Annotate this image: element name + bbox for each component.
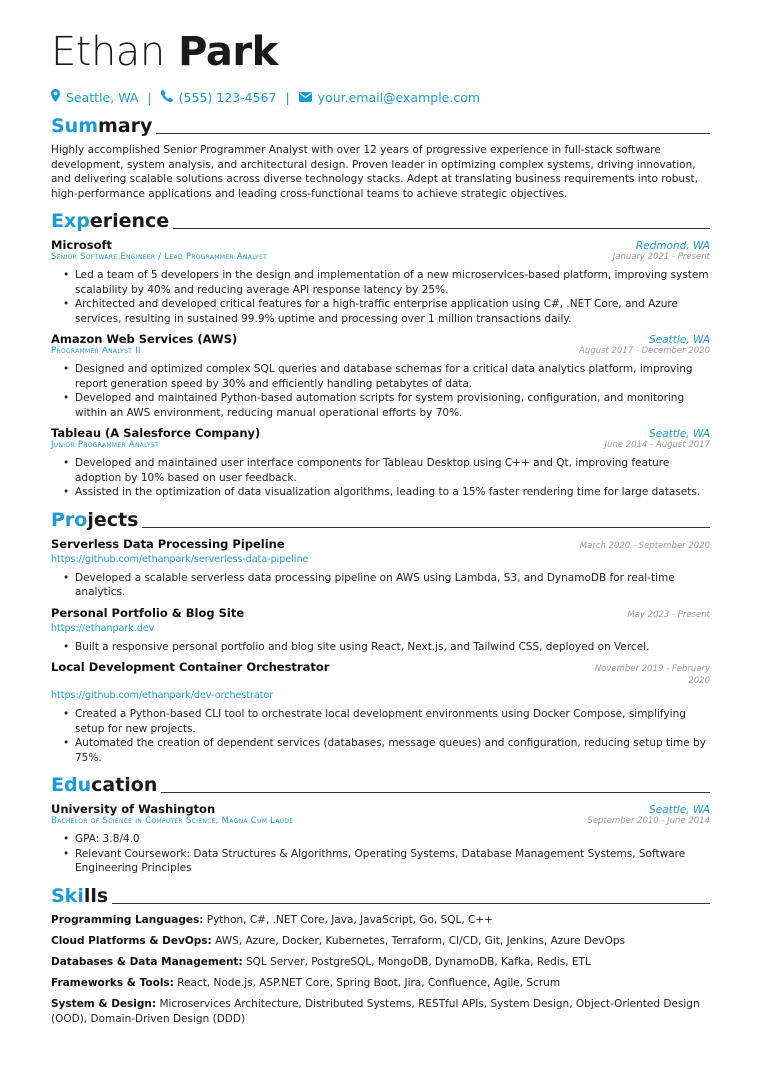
- list-item: • Created a Python-based CLI tool to orchestrate local development environments using Docker Compose, simplifying setup for new projects.: [63, 708, 686, 735]
- project-link[interactable]: https://github.com/ethanpark/dev-orchestrator: [51, 690, 274, 701]
- list-item: • GPA: 3.8/4.0: [63, 833, 140, 845]
- section-rule: [173, 228, 710, 229]
- bullet-list: [51, 362, 710, 420]
- section-title: Projects: [51, 508, 139, 531]
- entry-dates: May 2023 - Present: [627, 609, 710, 620]
- list-item: • Developed a scalable serverless data processing pipeline on AWS using Lambda, S3, and DynamoDB for real-time analytics.: [63, 571, 675, 598]
- section-rule: [142, 527, 710, 528]
- entry-dates: January 2021 - Present: [612, 252, 710, 262]
- experience-entry: [51, 238, 710, 326]
- skill-row: [51, 955, 710, 970]
- skill-value: AWS, Azure, Docker, Kubernetes, Terraform, CI/CD, Git, Jenkins, Azure DevOps: [215, 935, 625, 947]
- entry-location: Redmond, WA: [635, 240, 710, 252]
- project-title: Serverless Data Processing Pipeline: [51, 536, 285, 551]
- section-rule: [161, 792, 710, 793]
- entry-dates: September 2010 - June 2014: [587, 816, 710, 826]
- bullet-list: [51, 571, 710, 600]
- entry-location: Seattle, WA: [649, 428, 710, 440]
- last-name: Park: [178, 29, 278, 75]
- bullet-list: [51, 707, 710, 765]
- skill-value: Python, C#, .NET Core, Java, JavaScript, Go, SQL, C++: [206, 914, 493, 926]
- skill-label: Databases & Data Management:: [51, 956, 243, 968]
- contact-separator: |: [147, 89, 152, 105]
- education-heading: [51, 772, 710, 796]
- section-rule: [156, 133, 710, 134]
- experience-entry: [51, 332, 710, 420]
- education-entry: [51, 802, 710, 876]
- bullet-list: [51, 456, 710, 500]
- project-entry: [51, 606, 710, 655]
- location-text: Seattle, WA: [66, 89, 139, 105]
- entry-dates: June 2014 - August 2017: [604, 440, 710, 450]
- candidate-name: [51, 30, 710, 74]
- project-title: Personal Portfolio & Blog Site: [51, 605, 245, 620]
- list-item: • Developed and maintained user interface components for Tableau Desktop using C++ and Qt, improving feature adoption by 10% based on user feedback.: [63, 457, 670, 484]
- list-item: • Relevant Coursework: Data Structures & Algorithms, Operating Systems, Database Management Systems, Software Engineering Principles: [63, 847, 686, 874]
- email-text: your.email@example.com: [317, 89, 481, 105]
- phone-icon: [161, 90, 173, 105]
- job-role: Senior Software Engineer / Lead Programmer Analyst: [51, 252, 268, 262]
- bullet-list: [51, 832, 710, 876]
- project-entry: [51, 537, 710, 600]
- skill-row: [51, 913, 710, 928]
- section-title: Experience: [51, 210, 170, 232]
- job-role: Junior Programmer Analyst: [51, 440, 160, 450]
- entry-dates: November 2019 - February 2020: [594, 664, 710, 686]
- experience-heading: [51, 208, 710, 232]
- job-role: Programmer Analyst II: [51, 346, 141, 356]
- school-name: University of Washington: [51, 802, 216, 816]
- bullet-list: [51, 640, 710, 655]
- skill-row: [51, 934, 710, 949]
- company-name: Tableau (A Salesforce Company): [51, 426, 261, 440]
- skill-label: Frameworks & Tools:: [51, 977, 174, 989]
- experience-entry: [51, 426, 710, 500]
- skills-heading: [51, 883, 710, 907]
- section-rule: [112, 903, 710, 904]
- contact-bar: [51, 88, 710, 106]
- project-title: Local Development Container Orchestrator: [51, 660, 330, 674]
- summary-text: Highly accomplished Senior Programmer Analyst with over 12 years of progressive experience in full-stack software development, system analysis, and architectural design. Proven leader in optimizing complex systems, driving innovation, and delivering scalable solutions across diverse technology stacks. Adept at translating business requirements into robust, high-performance applications and leading cross-functional teams to achieve strategic objectives.: [51, 144, 698, 200]
- project-entry: [51, 660, 710, 765]
- section-title: Skills: [51, 884, 109, 907]
- contact-email[interactable]: [299, 90, 480, 105]
- entry-location: Seattle, WA: [649, 334, 710, 346]
- list-item: • Assisted in the optimization of data visualization algorithms, leading to a 15% faster rendering time for large datasets.: [63, 486, 701, 498]
- company-name: Amazon Web Services (AWS): [51, 332, 238, 346]
- entry-dates: August 2017 - December 2020: [579, 346, 710, 356]
- project-link[interactable]: https://ethanpark.dev: [51, 622, 155, 634]
- entry-dates: March 2020 - September 2020: [579, 540, 710, 551]
- contact-separator: |: [285, 89, 290, 105]
- skill-label: Cloud Platforms & DevOps:: [51, 935, 212, 947]
- section-title: Education: [51, 774, 158, 796]
- projects-heading: [51, 507, 710, 531]
- first-name: Ethan: [51, 29, 165, 75]
- envelope-icon: [299, 90, 312, 105]
- list-item: • Built a responsive personal portfolio and blog site using React, Next.js, and Tailwind CSS, deployed on Vercel.: [63, 640, 650, 653]
- project-link[interactable]: https://github.com/ethanpark/serverless-data-pipeline: [51, 553, 309, 565]
- list-item: • Developed and maintained Python-based automation scripts for system provisioning, configuration, and monitoring within an AWS environment, reducing manual operational efforts by 70%.: [63, 392, 685, 419]
- skill-label: Programming Languages:: [51, 914, 204, 926]
- phone-text: (555) 123-4567: [178, 89, 277, 105]
- skill-value: Microservices Architecture, Distributed Systems, RESTful APIs, System Design, Object-Oriented Design (OOD), Domain-Driven Design (DDD): [51, 998, 700, 1025]
- map-marker-icon: [51, 89, 60, 105]
- list-item: • Automated the creation of dependent services (databases, message queues) and configuration, reducing setup time by 75%.: [63, 737, 706, 764]
- contact-phone[interactable]: [161, 90, 277, 105]
- list-item: • Led a team of 5 developers in the design and implementation of a new microservices-based platform, improving system scalability by 40% and reducing average API response latency by 25%.: [63, 269, 709, 296]
- skill-value: React, Node.js, ASP.NET Core, Spring Boot, Jira, Confluence, Agile, Scrum: [177, 977, 561, 989]
- skill-row: [51, 997, 710, 1026]
- skill-row: [51, 976, 710, 991]
- company-name: Microsoft: [51, 238, 113, 252]
- degree-name: Bachelor of Science in Computer Science, Magna Cum Laude: [51, 816, 294, 826]
- section-title: Summary: [51, 115, 153, 137]
- list-item: • Designed and optimized complex SQL queries and database schemas for a critical data analytics platform, improving report generation speed by 30% and efficiently handling petabytes of data.: [63, 363, 693, 390]
- list-item: • Architected and developed critical features for a high-traffic enterprise application using C#, .NET Core, and Azure services, resulting in sustained 99.9% uptime and processing over 1 million transactions daily.: [63, 298, 678, 325]
- summary-heading: [51, 113, 710, 137]
- contact-location: [51, 89, 138, 105]
- bullet-list: [51, 268, 710, 326]
- skill-label: System & Design:: [51, 998, 157, 1010]
- entry-location: Seattle, WA: [649, 804, 710, 816]
- skill-value: SQL Server, PostgreSQL, MongoDB, DynamoDB, Kafka, Redis, ETL: [246, 956, 591, 968]
